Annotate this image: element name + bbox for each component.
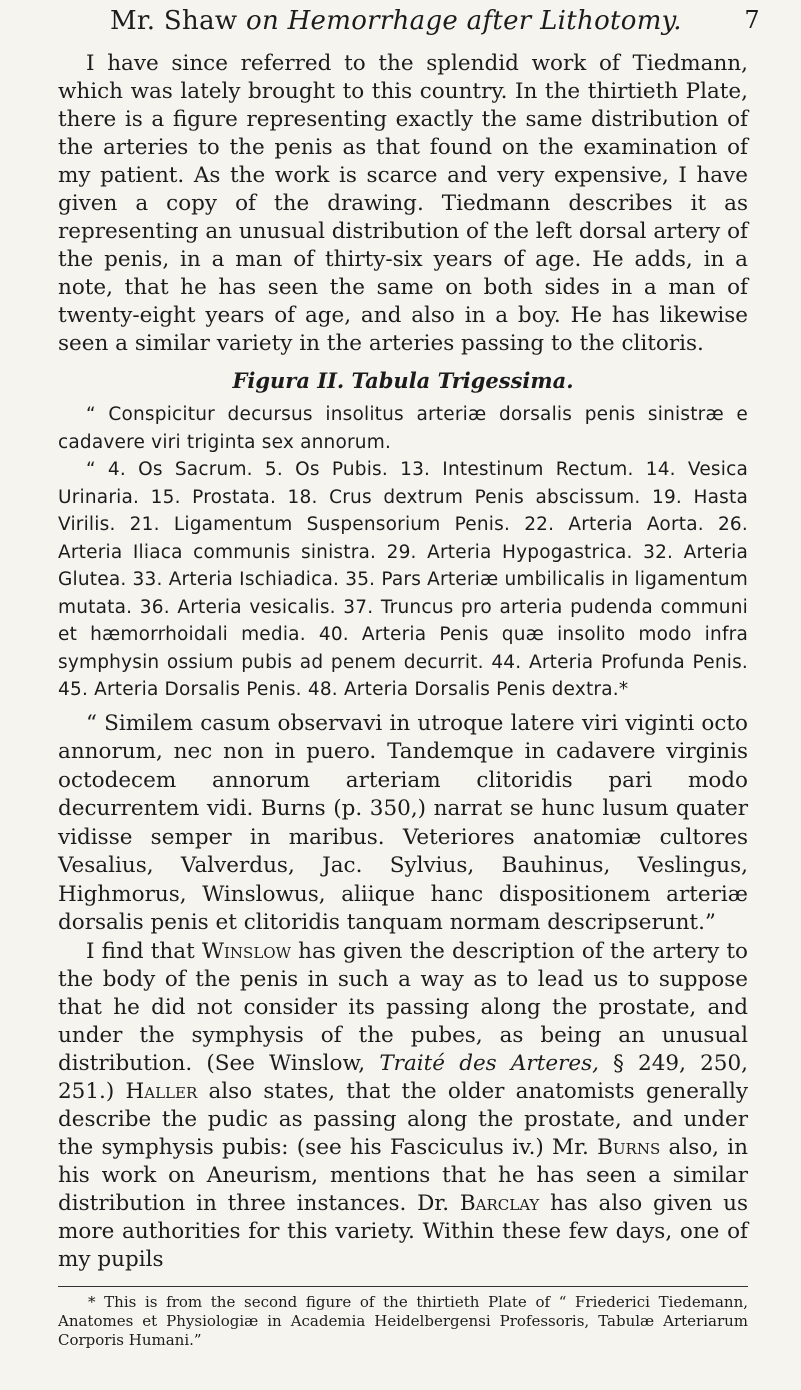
footnote: * This is from the second figure of the thirtieth Plate of “ Friederici Tiedemann, Anatomes et Physiologiæ in Academia Heidelbergensi Professoris, Tabulæ Arteriarum Corporis Humani.” (58, 1292, 748, 1349)
name-winslow: Winslow (201, 938, 292, 964)
latin-quote: “ Similem casum observavi in utroque latere viri viginti octo annorum, nec non in puero. Tandemque in cadavere virginis octodecem annorum arteriam clitoridis pari modo decurrentem vidi. Burns (p. 350,) narrat se hunc lusum quater vidisse semper in maribus. Veteriores anatomiæ cultores Vesalius, Valverdus, Jac. Sylvius, Bauhinus, Veslingus, Highmorus, Winslowus, aliique hanc dispositionem arteriæ dorsalis penis et clitoridis tanquam normam descripserunt.” (58, 710, 748, 935)
text-segment: has also given us more authorities for this variety. Within these few days, one of my pupils (58, 1190, 748, 1272)
header-title: on Hemorrhage after Lithotomy. (246, 6, 682, 36)
footnote-divider (58, 1286, 748, 1287)
latin-legend: “ 4. Os Sacrum. 5. Os Pubis. 13. Intestinum Rectum. 14. Vesica Urinaria. 15. Prostata. 18. Crus dextrum Penis abscissum. 19. Hasta Virilis. 21. Ligamentum Suspensorium Penis. 22. Arteria Aorta. 26. Arteria Iliaca communis sinistra. 29. Arteria Hypogastrica. 32. Arteria Glutea. 33. Arteria Ischiadica. 35. Pars Arteriæ umbilicalis in ligamentum mutata. 36. Arteria vesicalis. 37. Truncus pro arteria pudenda communi et hæmorrhoidali media. 40. Arteria Penis quæ insolito modo infra symphysin ossium pubis ad penem decurrit. 44. Arteria Profunda Penis. 45. Arteria Dorsalis Penis. 48. Arteria Dorsalis Penis dextra.* (58, 459, 748, 700)
text-segment: has given the description of the artery to the body of the penis in such a way as to lead us to suppose that he did not consider its passing along the prostate, and under the symphysis of the pubes, as being an unusual distribution. (See Winslow, (58, 938, 749, 1076)
name-burns: Burns (597, 1134, 661, 1160)
text-segment: also, in his work on Aneurism, mentions that he has seen a similar distribution in three instances. Dr. (58, 1134, 748, 1216)
latin-description: “ Conspicitur decursus insolitus arteriæ dorsalis penis sinistræ e cadavere viri triginta sex annorum. (58, 404, 748, 453)
paragraph-tiedmann: I have since referred to the splendid work of Tiedmann, which was lately brought to this country. In the thirtieth Plate, there is a figure representing exactly the same distribution of the arteries to the penis as that found on the examination of my patient. As the work is scarce and very expensive, I have given a copy of the drawing. Tiedmann describes it as representing an unusual distribution of the left dorsal artery of the penis, in a man of thirty-six years of age. He adds, in a note, that he has seen the same on both sides in a man of twenty-eight years of age, and also in a boy. He has likewise seen a similar variety in the arteries passing to the clitoris. (58, 51, 748, 356)
header-author: Mr. Shaw (110, 6, 238, 36)
page-number: 7 (744, 6, 760, 34)
name-haller: Haller (125, 1078, 198, 1104)
page-body (58, 50, 748, 1350)
paragraph-winslow (58, 938, 748, 1274)
running-header (110, 6, 760, 36)
text-segment: also states, that the older anatomists generally describe the pudic as passing along the prostate, and under the symphysis pubis: (see his Fasciculus iv.) Mr. (58, 1078, 748, 1160)
work-title-traite: Traité des Arteres, (379, 1050, 599, 1076)
text-segment: I find that (86, 938, 202, 964)
text-segment: § 249, 250, 251.) (58, 1050, 748, 1104)
figure-heading: Figura II. Tabula Trigessima. (232, 368, 574, 393)
name-barclay: Barclay (459, 1190, 540, 1216)
